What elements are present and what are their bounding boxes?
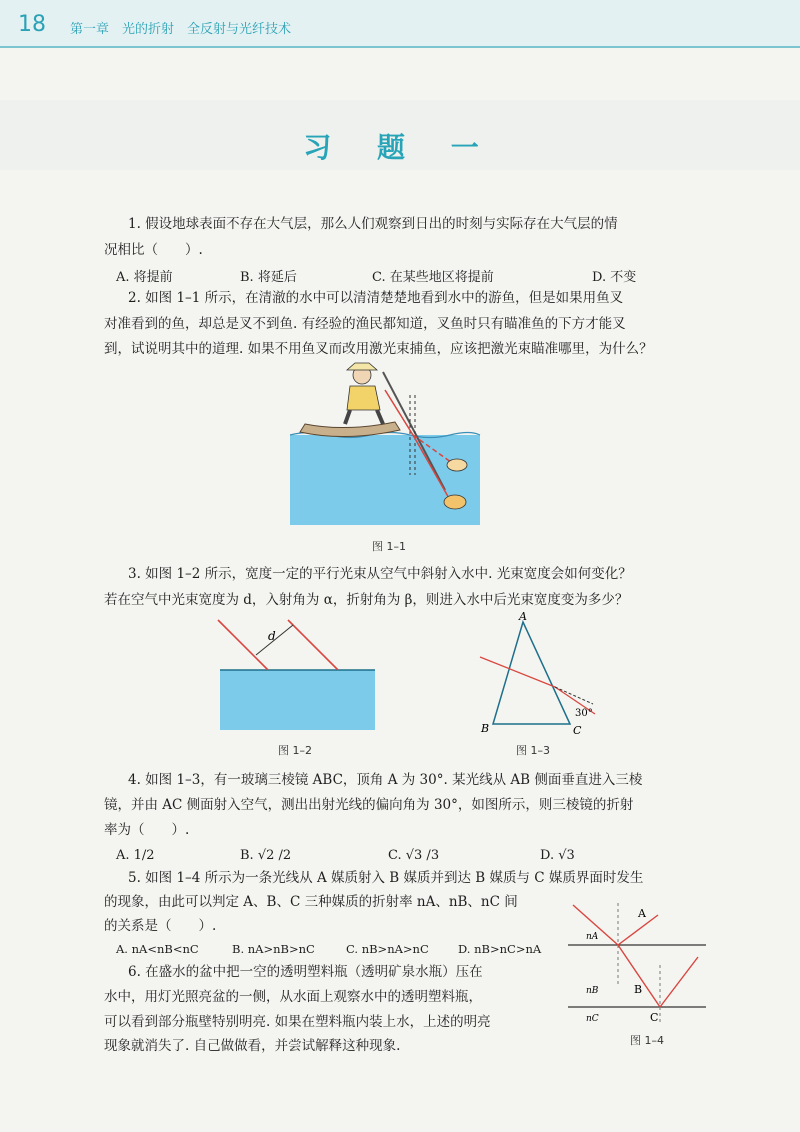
fish-image [447, 459, 467, 471]
label-na: nA [586, 932, 599, 942]
q1-line2: 况相比（ ）. [104, 242, 203, 258]
q1-option-b: B. 将延后 [240, 270, 297, 285]
figure-1-2 [218, 615, 378, 735]
q3-line2: 若在空气中光束宽度为 d，入射角为 α，折射角为 β，则进入水中后光束宽度变为多少？ [104, 592, 629, 608]
boat [300, 422, 400, 437]
ray-reflect-c [660, 957, 698, 1007]
q4-line3: 率为（ ）. [104, 822, 190, 838]
chapter-title: 第一章 光的折射 全反射与光纤技术 [70, 22, 292, 37]
label-nc: nC [586, 1014, 599, 1024]
q1-option-c: C. 在某些地区将提前 [372, 270, 494, 285]
q4-line2: 镜，并由 AC 侧面射入空气，测出出射光线的偏向角为 30°，如图所示，则三棱镜的折射 [104, 797, 634, 813]
label-nb: nB [586, 986, 599, 996]
q5-line1: 5. 如图 1–4 所示为一条光线从 A 媒质射入 B 媒质并到达 B 媒质与 C 媒质界面时发生 [128, 870, 644, 886]
q6-line3: 可以看到部分瓶壁特别明亮. 如果在塑料瓶内装上水，上述的明亮 [104, 1014, 491, 1030]
label-a: A [638, 907, 646, 920]
q2-line1: 2. 如图 1–1 所示，在清澈的水中可以清清楚楚地看到水中的游鱼，但是如果用鱼叉 [128, 290, 624, 306]
fig1-1-caption: 图 1–1 [372, 540, 406, 553]
q5-line2: 的现象，由此可以判定 A、B、C 三种媒质的折射率 nA、nB、nC 间 [104, 894, 518, 910]
figure-1-4 [568, 895, 708, 1025]
label-c: C [573, 724, 582, 737]
label-b: B [481, 722, 490, 735]
q3-line1: 3. 如图 1–2 所示，宽度一定的平行光束从空气中斜射入水中. 光束宽度会如何变化？ [128, 566, 632, 582]
q6-line1: 6. 在盛水的盆中把一空的透明塑料瓶（透明矿泉水瓶）压在 [128, 964, 483, 980]
q4-line1: 4. 如图 1–3，有一玻璃三棱镜 ABC，顶角 A 为 30°. 某光线从 AB 侧面垂直进入三棱 [128, 772, 643, 788]
q5-line3: 的关系是（ ）. [104, 918, 217, 934]
water-body [290, 435, 480, 525]
figure-1-1 [285, 360, 485, 530]
fig1-4-caption: 图 1–4 [630, 1034, 664, 1047]
figure-1-3 [475, 612, 615, 737]
page-header [0, 0, 800, 48]
q4-option-d: D. √3 [540, 848, 575, 863]
prism [493, 622, 570, 724]
q5-option-c: C. nB>nA>nC [346, 942, 429, 956]
beam-left [218, 620, 268, 670]
label-c: C [650, 1011, 659, 1024]
q6-line4: 现象就消失了. 自己做做看，并尝试解释这种现象. [104, 1038, 401, 1054]
label-b: B [634, 983, 643, 996]
fish-real [444, 495, 466, 509]
fisherman-body [347, 386, 380, 410]
q1-line1: 1. 假设地球表面不存在大气层，那么人们观察到日出的时刻与实际存在大气层的情 [128, 216, 618, 232]
q4-option-b: B. √2 /2 [240, 848, 292, 863]
q4-option-a: A. 1/2 [116, 848, 155, 863]
exercise-title: 习 题 一 [303, 131, 497, 164]
fisherman-legs [345, 410, 383, 424]
q5-option-a: A. nA<nB<nC [116, 942, 199, 956]
hat [347, 363, 377, 370]
q1-option-d: D. 不变 [592, 270, 637, 285]
water-block [220, 670, 375, 730]
ray-extension [555, 687, 593, 704]
label-a: A [519, 610, 527, 623]
label-d: d [268, 629, 276, 643]
q4-option-c: C. √3 /3 [388, 848, 440, 863]
q2-line2: 对准看到的鱼，却总是叉不到鱼. 有经验的渔民都知道，叉鱼时只有瞄准鱼的下方才能叉 [104, 316, 626, 332]
page-number: 18 [18, 12, 46, 37]
q2-line3: 到，试说明其中的道理. 如果不用鱼叉而改用激光束捕鱼，应该把激光束瞄准哪里，为什么？ [104, 341, 653, 357]
ray-refracted-b [618, 945, 660, 1007]
fig1-3-caption: 图 1–3 [516, 744, 550, 757]
fig1-2-caption: 图 1–2 [278, 744, 312, 757]
ray-in [480, 657, 555, 687]
label-angle: 30° [575, 708, 593, 719]
beam-right [288, 620, 338, 670]
q5-option-d: D. nB>nC>nA [458, 942, 542, 956]
q5-option-b: B. nA>nB>nC [232, 942, 315, 956]
q6-line2: 水中，用灯光照亮盆的一侧，从水面上观察水中的透明塑料瓶， [104, 989, 482, 1005]
q1-option-a: A. 将提前 [116, 270, 173, 285]
